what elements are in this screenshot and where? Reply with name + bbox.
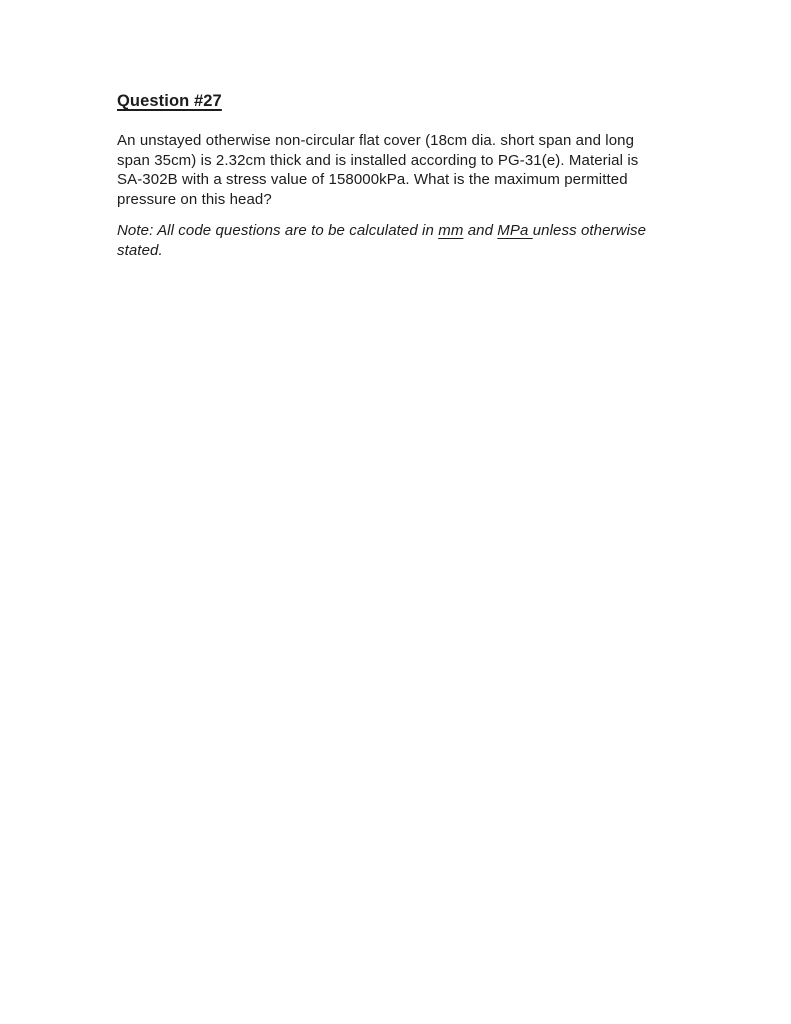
note-unit-mpa: MPa [497, 222, 533, 239]
question-body-line: An unstayed otherwise non-circular flat cover (18cm dia. short span and long [117, 132, 635, 149]
note-line-1 [117, 221, 646, 241]
question-body [117, 131, 638, 209]
question-body-line: span 35cm) is 2.32cm thick and is installed according to PG-31(e). Material is [117, 151, 639, 169]
question-body-line: pressure on this head? [117, 190, 272, 208]
question-body-line: SA-302B with a stress value of 158000kPa. What is the maximum permitted [117, 171, 628, 188]
note-middle: and [463, 222, 498, 239]
note-line-2: stated. [117, 242, 163, 259]
question-heading: Question #27 [117, 92, 222, 110]
note-paragraph [117, 221, 646, 261]
note-unit-mm: mm [438, 222, 464, 239]
note-prefix: Note: All code questions are to be calculated in [117, 222, 439, 239]
note-suffix: unless otherwise [532, 222, 647, 239]
